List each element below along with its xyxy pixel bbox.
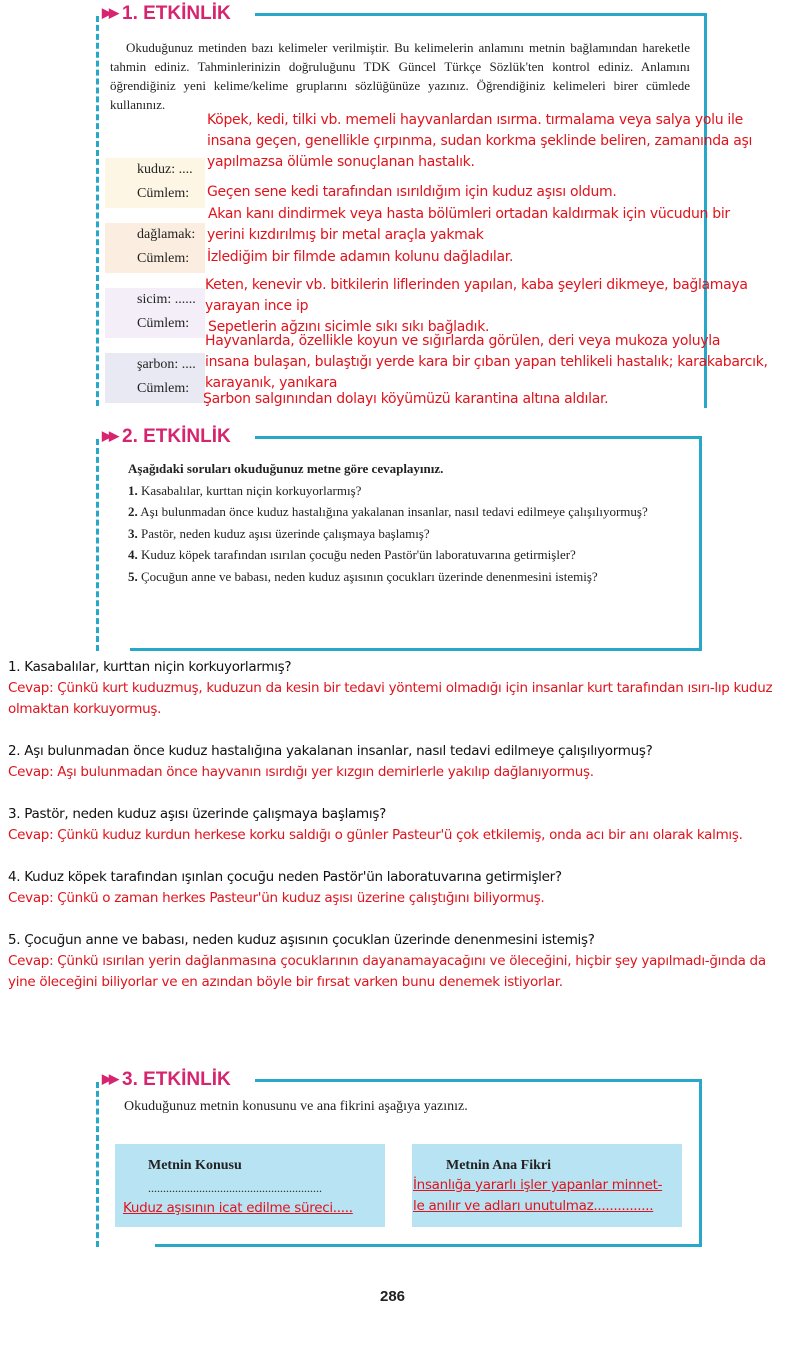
double-chevron-icon: ▶▶ — [102, 5, 116, 20]
frame-top — [255, 13, 707, 16]
answer-block — [8, 930, 788, 993]
frame-left — [96, 439, 99, 651]
idea-answer-line[interactable]: le anılır ve adları unutulmaz............... — [413, 1198, 654, 1214]
answer-block — [8, 657, 788, 720]
answer-text: Cevap: Çünkü kuduz kurdun herkese korku saldığı o günler Pasteur'ü çok etkilemiş, onda acı bir anı olarak kalmış. — [8, 827, 743, 843]
frame-top — [255, 1079, 702, 1082]
question-text: Kuduz köpek tarafından ısırılan çocuğu neden Pastör'ün laboratuvarına getirmişler? — [141, 547, 576, 562]
question-num: 3. — [128, 525, 138, 541]
question-text: Kasabalılar, kurttan niçin korkuyorlarmış? — [141, 482, 362, 498]
answer-question: 5. Çocuğun anne ve babası, neden kuduz aşısının çocuklan üzerinde denenmesini istemiş? — [8, 932, 595, 948]
activity1-title — [100, 3, 233, 25]
answer-text: Cevap: Çünkü o zaman herkes Pasteur'ün kuduz aşısı üzerine çalıştığını biliyormuş. — [8, 890, 545, 906]
meaning-line: Akan kanı dindirmek veya hasta bölümleri ortadan kaldırmak için vücudun bir — [208, 206, 730, 222]
meaning-line: karayanık, yanıkara — [205, 375, 338, 391]
answer-block — [8, 741, 788, 783]
question-item — [110, 566, 690, 588]
frame-bottom — [130, 648, 702, 651]
question-item — [110, 544, 690, 566]
topic-answer[interactable]: Kuduz aşısının icat edilme süreci..... — [123, 1200, 353, 1216]
answer-text: Cevap: Çünkü ısırılan yerin dağlanmasına çocuklarının dayanamayacağını ve öleceğini, hiçbir şey yapılmadı-ğında da yine öleceğini biliyorlar ve en azından böyle bir fırsat varken bunu denemek istiyorlar. — [8, 953, 766, 990]
question-text: Çocuğun anne ve babası, neden kuduz aşısının çocukları üzerinde denenmesini istemiş? — [141, 568, 598, 584]
frame-left — [96, 16, 99, 406]
activity1-intro: Okuduğunuz metinden bazı kelimeler verilmiştir. Bu kelimelerin anlamını metnin bağlamından hareketle tahmin ediniz. Tahminlerinizin doğruluğunu TDK Güncel Türkçe Sözlük'ten kontrol ediniz. Anlamını öğrendiğiniz yeni kelime/kelime gruplarını sözlüğünüze yazınız. Öğrendiğiniz kelimeleri birer cümlede kullanınız. — [110, 40, 690, 112]
double-chevron-icon: ▶▶ — [102, 1071, 116, 1086]
question-text: Aşı bulunmadan önce kuduz hastalığına yakalanan insanlar, nasıl tedavi edilmeye çalışılıyormuş? — [140, 504, 648, 519]
answer-question: 4. Kuduz köpek tarafından ışınlan çocuğu neden Pastör'ün laboratuvarına getirmişler? — [8, 869, 562, 885]
idea-label: Metnin Ana Fikri — [446, 1158, 552, 1173]
sentence-label: Cümlem: — [137, 316, 190, 331]
question-num: 2. — [128, 504, 138, 519]
frame-bottom — [155, 1244, 702, 1247]
idea-answer-line[interactable]: İnsanlığa yararlı işler yapanlar minnet- — [413, 1177, 663, 1193]
main-idea-card — [412, 1144, 682, 1227]
answer-question: 2. Aşı bulunmadan önce kuduz hastalığına yakalanan insanlar, nasıl tedavi edilmeye çalışılıyormuş? — [8, 743, 653, 759]
sentence-label: Cümlem: — [137, 251, 190, 266]
word-box-daglamak — [105, 223, 205, 273]
question-item — [110, 501, 690, 523]
sentence-label: Cümlem: — [137, 381, 190, 396]
sentence-answer: Şarbon salgınından dolayı köyümüzü karantina altına aldılar. — [203, 391, 609, 407]
sentence-answer: Geçen sene kedi tarafından ısırıldığım için kuduz aşısı oldum. — [207, 184, 617, 200]
frame-right — [699, 1079, 702, 1247]
frame-right — [699, 436, 702, 651]
page-number: 286 — [380, 1288, 406, 1305]
answer-question: 3. Pastör, neden kuduz aşısı üzerinde çalışmaya başlamış? — [8, 806, 386, 822]
topic-dots: .......................................................... — [148, 1181, 322, 1195]
answer-block — [8, 804, 788, 846]
word-label: dağlamak: — [137, 227, 196, 242]
meaning-line: Keten, kenevir vb. bitkilerin liflerinden yapılan, kaba şeyleri dikmeye, bağlamaya — [205, 277, 748, 293]
activity3-title — [100, 1069, 233, 1091]
activity2-questions — [110, 458, 690, 587]
topic-label: Metnin Konusu — [148, 1158, 242, 1173]
answer-text: Cevap: Aşı bulunmadan önce hayvanın ısırdığı yer kızgın demirlerle yakılıp dağlanıyormuş. — [8, 764, 594, 780]
question-item — [110, 480, 690, 502]
sentence-answer: İzlediğim bir filmde adamın kolunu dağladılar. — [207, 249, 514, 265]
double-chevron-icon: ▶▶ — [102, 428, 116, 443]
frame-left — [96, 1082, 99, 1247]
activity2-instruction: Aşağıdaki soruları okuduğunuz metne göre cevaplayınız. — [128, 461, 444, 476]
title-text: 1. ETKİNLİK — [122, 3, 231, 24]
word-label: şarbon: .... — [137, 357, 196, 372]
answer-question: 1. Kasabalılar, kurttan niçin korkuyorlarmış? — [8, 659, 292, 675]
activity3-instruction: Okuduğunuz metnin konusunu ve ana fikrini aşağıya yazınız. — [124, 1099, 468, 1114]
frame-top — [255, 436, 702, 439]
question-num: 1. — [128, 482, 138, 498]
activity2-title — [100, 426, 233, 448]
question-item — [110, 523, 690, 545]
sentence-label: Cümlem: — [137, 186, 190, 201]
meaning-line: insana bulaşan, bulaştığı yerde kara bir çıban yapan tehlikeli hastalık; karakabarcık, — [205, 354, 768, 370]
question-num: 5. — [128, 568, 138, 584]
word-box-sicim — [105, 288, 205, 338]
meaning-line: insana geçen, genellikle çırpınma, sudan korkma şeklinde beliren, zamanında aşı — [207, 133, 753, 149]
word-box-sarbon — [105, 353, 205, 403]
meaning-line: Köpek, kedi, tilki vb. memeli hayvanlardan ısırma. tırmalama veya salya yolu ile — [207, 112, 743, 128]
meaning-line: yapılmazsa ölümle sonuçlanan hastalık. — [207, 154, 475, 170]
title-text: 3. ETKİNLİK — [122, 1069, 231, 1090]
topic-card — [115, 1144, 385, 1227]
question-text: Pastör, neden kuduz aşısı üzerinde çalışmaya başlamış? — [141, 525, 430, 541]
word-label: kuduz: .... — [137, 162, 193, 177]
meaning-line: yarayan ince ip — [205, 298, 309, 314]
answer-block — [8, 867, 788, 909]
word-label: sicim: ...... — [137, 292, 196, 307]
answers-section — [8, 657, 788, 1014]
answer-text: Cevap: Çünkü kurt kuduzmuş, kuduzun da kesin bir tedavi yöntemi olmadığı için insanlar kurt tarafından ısırı-lıp kuduz olmaktan korkuyormuş. — [8, 680, 773, 717]
meaning-line: Hayvanlarda, özellikle koyun ve sığırlarda görülen, deri veya mukoza yoluyla — [205, 333, 721, 349]
question-num: 4. — [128, 547, 138, 562]
title-text: 2. ETKİNLİK — [122, 426, 231, 447]
word-box-kuduz — [105, 158, 205, 208]
meaning-line: yerini kızdırılmış bir metal araçla yakmak — [207, 227, 484, 243]
sentence-answer: Sepetlerin ağzını sicimle sıkı sıkı bağladık. — [208, 319, 490, 335]
